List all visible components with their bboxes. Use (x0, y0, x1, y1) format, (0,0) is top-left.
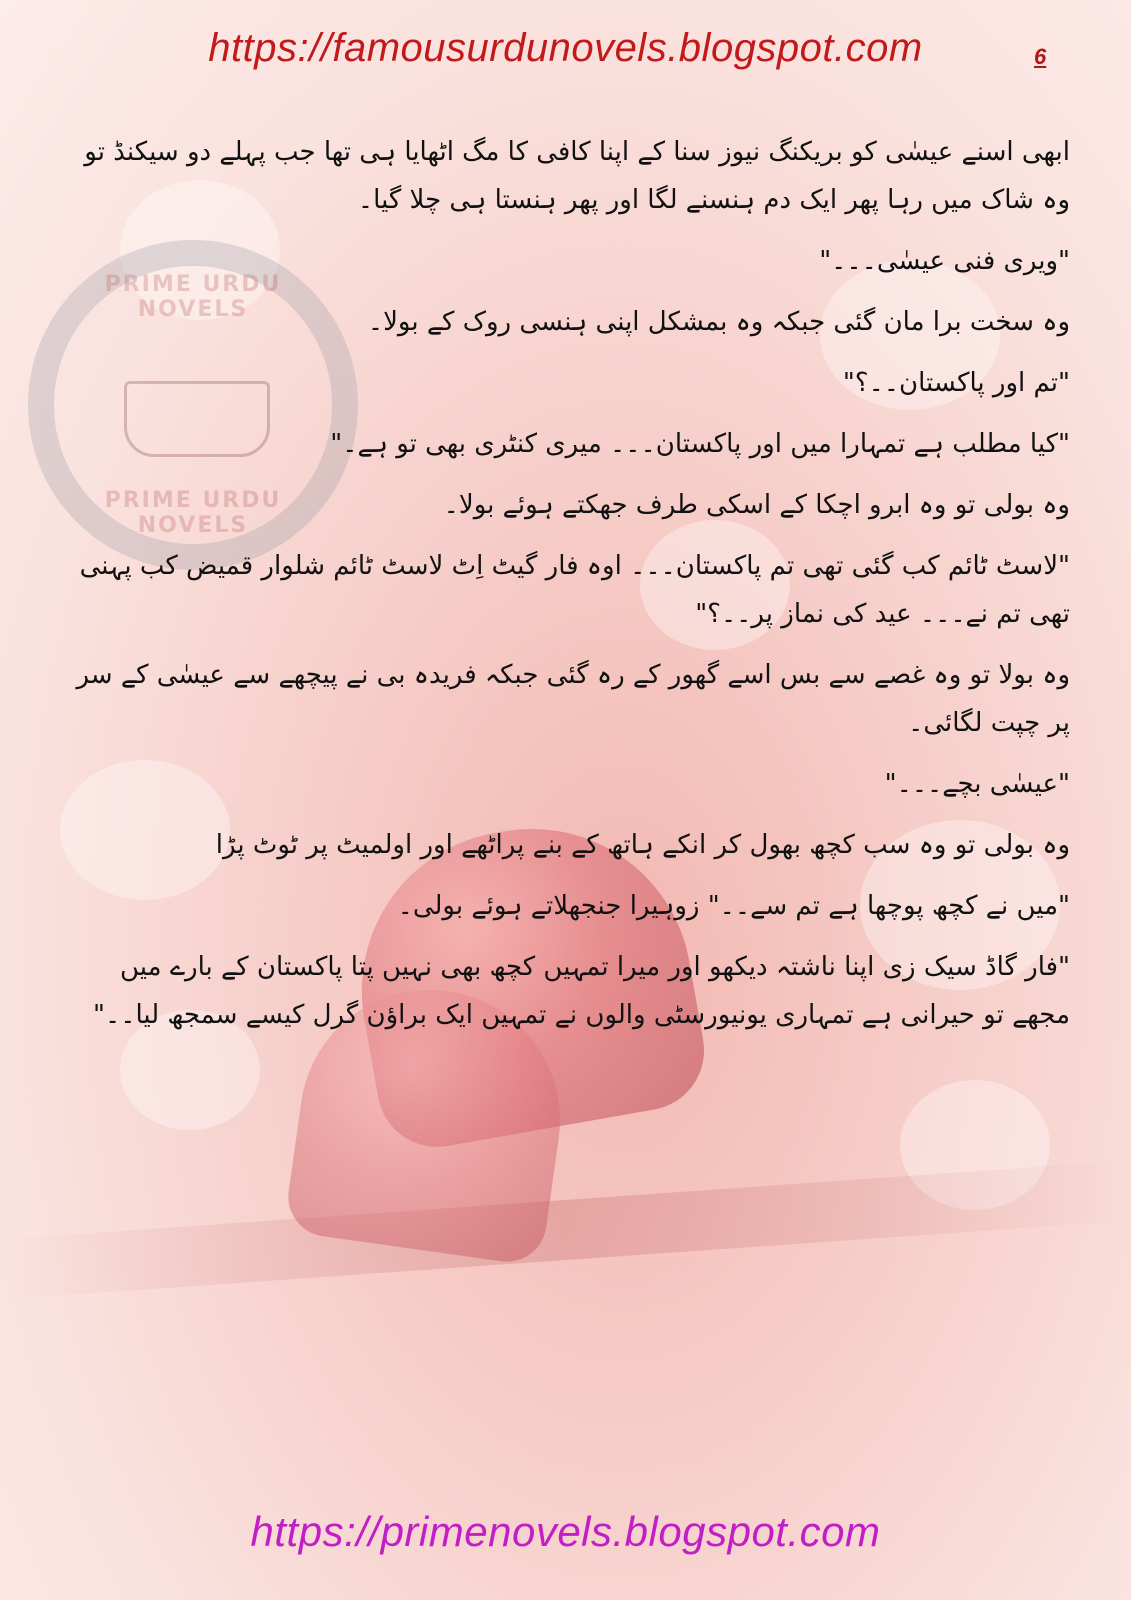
paragraph: ابھی اسنے عیسٰی کو بریکنگ نیوز سنا کے اپنا کافی کا مگ اٹھایا ہی تھا جب پہلے دو سیکنڈ تو وہ شاک میں رہا پھر ایک دم ہنسنے لگا اور پھر ہنستا ہی چلا گیا۔ (84, 137, 1070, 215)
paragraph: وہ بولا تو وہ غصے سے بس اسے گھور کے رہ گئی جبکہ فریدہ بی نے پیچھے سے عیسٰی کے سر پر چپت لگائی۔ (76, 660, 1070, 738)
paragraph: "میں نے کچھ پوچھا ہے تم سے۔۔" زوہیرا جنجھلاتے ہوئے بولی۔ (397, 891, 1070, 921)
paragraph: وہ سخت برا مان گئی جبکہ وہ بمشکل اپنی ہنسی روک کے بولا۔ (367, 307, 1070, 337)
paragraph: "فار گاڈ سیک زی اپنا ناشتہ دیکھو اور میرا تمہیں کچھ بھی نہیں پتا پاکستان کے بارے میں مجھے تو حیرانی ہے تمہاری یونیورسٹی والوں نے تمہیں ایک براؤن گرل کیسے سمجھ لیا۔۔" (93, 952, 1070, 1030)
ribbon-decoration (0, 1161, 1131, 1300)
paragraph: "تم اور پاکستان۔۔؟" (842, 368, 1070, 398)
watermark-text-bottom: PRIME URDU NOVELS (104, 488, 282, 538)
paragraph: "کیا مطلب ہے تمہارا میں اور پاکستان۔۔۔ میری کنٹری بھی تو ہے۔" (330, 429, 1070, 459)
watermark-text-top: PRIME URDU NOVELS (104, 272, 282, 322)
header-url[interactable]: https://famousurdunovels.blogspot.com (208, 26, 923, 70)
paragraph: "عیسٰی بچے۔۔۔" (884, 769, 1070, 799)
paragraph: وہ بولی تو وہ ابرو اچکا کے اسکی طرف جھکتے ہوئے بولا۔ (443, 490, 1070, 520)
paragraph: وہ بولی تو وہ سب کچھ بھول کر انکے ہاتھ کے بنے پراٹھے اور اولمیٹ پر ٹوٹ پڑا (215, 830, 1070, 860)
page-number: 6 (1034, 44, 1047, 69)
paragraph: "لاسٹ ٹائم کب گئی تھی تم پاکستان۔۔۔ اوہ فار گیٹ اِٹ لاسٹ ٹائم شلوار قمیض کب پہنی تھی تم نے۔۔۔ عید کی نماز پر۔۔؟" (79, 551, 1070, 629)
story-text (70, 128, 1070, 1052)
paragraph: "ویری فنی عیسٰی۔۔۔" (819, 246, 1070, 276)
footer-url[interactable]: https://primenovels.blogspot.com (250, 1508, 881, 1555)
